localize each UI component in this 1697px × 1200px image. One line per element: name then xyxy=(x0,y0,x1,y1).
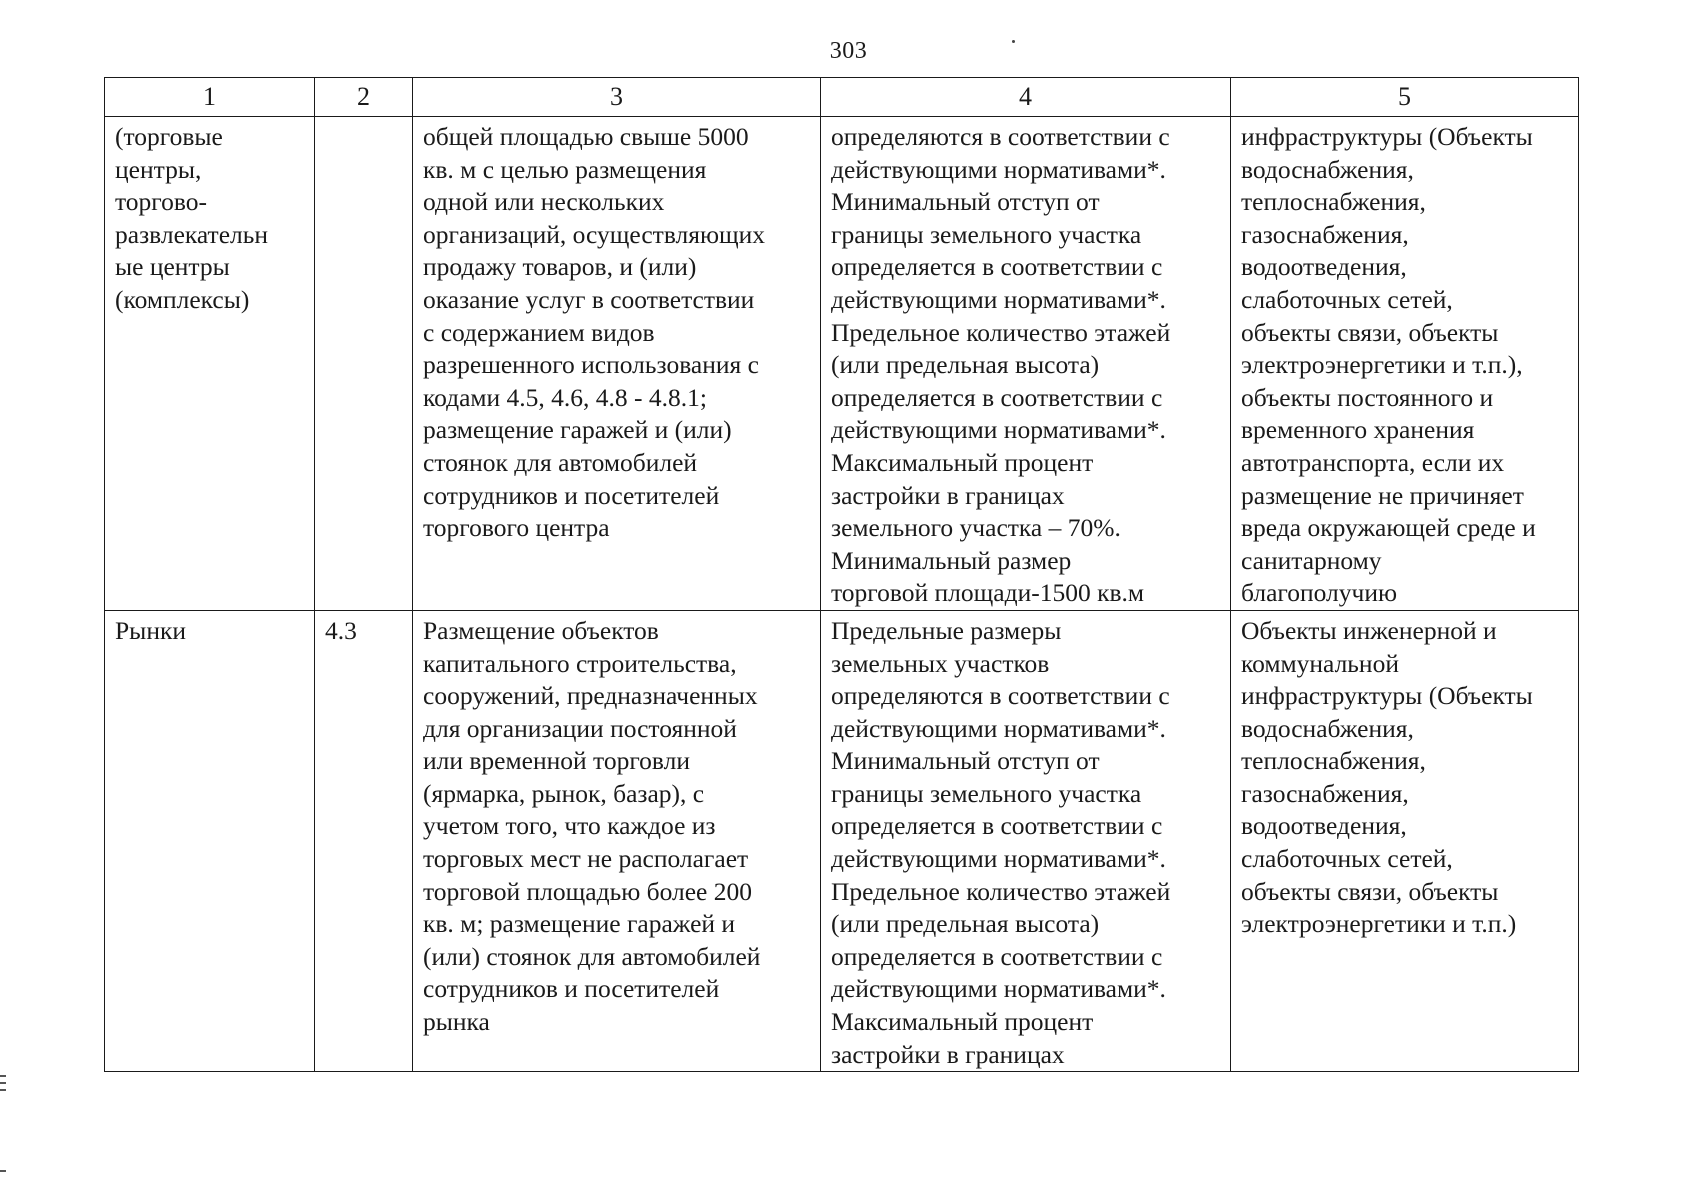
cell-text-line: действующими нормативами*. xyxy=(831,713,1166,743)
cell-text-line: водоснабжения, xyxy=(1241,713,1414,743)
cell-text-line: торговой площадью более 200 xyxy=(423,876,752,906)
cell-text-line: торговых мест не располагает xyxy=(423,844,749,874)
cell-text-line: инфраструктуры (Объекты xyxy=(1241,681,1533,711)
cell-text-line: земельных участков xyxy=(831,648,1050,678)
margin-mark xyxy=(0,1075,6,1077)
cell-text-line: (или) стоянок для автомобилей xyxy=(423,941,761,971)
cell-text-line: рынка xyxy=(423,1007,490,1037)
cell-text-line: земельного участка – 70%. xyxy=(831,513,1121,543)
cell-text-line: электроэнергетики и т.п.), xyxy=(1241,350,1523,380)
cell-text-line: торгового центра xyxy=(423,513,610,543)
column-header-4: 4 xyxy=(821,78,1231,117)
cell-text-line: (или предельная высота) xyxy=(831,350,1100,380)
cell-text-line: кв. м с целью размещения xyxy=(423,154,707,184)
cell-text-line: Максимальный процент xyxy=(831,1007,1094,1037)
cell-text-line: действующими нормативами*. xyxy=(831,284,1166,314)
cell-text-line: Предельное количество этажей xyxy=(831,317,1171,347)
cell-text-line: объекты связи, объекты xyxy=(1241,876,1499,906)
cell-text-line: сооружений, предназначенных xyxy=(423,681,758,711)
cell-text-line: Размещение объектов xyxy=(423,615,659,645)
cell-text-line: объекты постоянного и xyxy=(1241,382,1494,412)
margin-mark xyxy=(0,1170,6,1172)
cell-text-line: с содержанием видов xyxy=(423,317,655,347)
cell-text-line: автотранспорта, если их xyxy=(1241,447,1505,477)
cell-text-line: Минимальный отступ от xyxy=(831,187,1100,217)
cell-text-line: застройки в границах xyxy=(831,1039,1065,1069)
cell-text-line: сотрудников и посетителей xyxy=(423,480,720,510)
cell-text-line: размещение гаражей и (или) xyxy=(423,415,732,445)
column-header-2: 2 xyxy=(315,78,413,117)
cell-text-line: действующими нормативами*. xyxy=(831,154,1166,184)
cell-text-line: инфраструктуры (Объекты xyxy=(1241,122,1533,151)
cell-text-line: Предельное количество этажей xyxy=(831,876,1171,906)
cell-text-line: определяется в соответствии с xyxy=(831,382,1163,412)
cell-text-line: (торговые xyxy=(115,122,223,151)
cell-text-line: кодами 4.5, 4.6, 4.8 - 4.8.1; xyxy=(423,382,708,412)
cell-text-line: Предельные размеры xyxy=(831,615,1062,645)
cell-text-line: для организации постоянной xyxy=(423,713,737,743)
cell-text-line: Минимальный отступ от xyxy=(831,746,1100,776)
cell-text-line: центры, xyxy=(115,154,202,184)
cell-text-line: определяются в соответствии с xyxy=(831,681,1170,711)
cell-text-line: ые центры xyxy=(115,252,230,282)
cell-text-line: Рынки xyxy=(115,615,186,645)
cell-text-line: капитального строительства, xyxy=(423,648,737,678)
cell-text-line: вреда окружающей среде и xyxy=(1241,513,1536,543)
column-header-5: 5 xyxy=(1231,78,1579,117)
cell-text-line: продажу товаров, и (или) xyxy=(423,252,697,282)
cell-text-line: электроэнергетики и т.п.) xyxy=(1241,909,1517,939)
cell-text-line: (или предельная высота) xyxy=(831,909,1100,939)
auxiliary-uses-cell xyxy=(1231,610,1579,1071)
cell-text-line: организаций, осуществляющих xyxy=(423,219,766,249)
cell-text-line: действующими нормативами*. xyxy=(831,844,1166,874)
cell-text-line: определяется в соответствии с xyxy=(831,811,1163,841)
column-header-3: 3 xyxy=(413,78,821,117)
cell-text-line: объекты связи, объекты xyxy=(1241,317,1499,347)
cell-text-line: Объекты инженерной и xyxy=(1241,615,1497,645)
page-number: 303 xyxy=(829,38,868,64)
margin-mark xyxy=(0,1082,6,1084)
cell-text-line: развлекательн xyxy=(115,219,269,249)
cell-text-line: (ярмарка, рынок, базар), с xyxy=(423,778,705,808)
cell-text-line: определяется в соответствии с xyxy=(831,941,1163,971)
scan-speck xyxy=(1012,40,1015,43)
cell-text-line: учетом того, что каждое из xyxy=(423,811,716,841)
cell-text-line: оказание услуг в соответствии xyxy=(423,284,755,314)
cell-text-line: определяется в соответствии с xyxy=(831,252,1163,282)
code-cell xyxy=(315,117,413,611)
cell-text-line: или временной торговли xyxy=(423,746,690,776)
cell-text-line: водоотведения, xyxy=(1241,811,1407,841)
cell-text-line: Минимальный размер xyxy=(831,545,1072,575)
cell-text-line: 4.3 xyxy=(325,615,357,645)
cell-text-line: благополучию xyxy=(1241,578,1398,608)
cell-text-line: кв. м; размещение гаражей и xyxy=(423,909,736,939)
cell-text-line: сотрудников и посетителей xyxy=(423,974,720,1004)
cell-text-line: разрешенного использования с xyxy=(423,350,759,380)
description-cell xyxy=(413,117,821,611)
cell-text-line: границы земельного участка xyxy=(831,778,1142,808)
cell-text-line: газоснабжения, xyxy=(1241,778,1409,808)
auxiliary-uses-cell xyxy=(1231,117,1579,611)
parameters-cell xyxy=(821,610,1231,1071)
cell-text-line: временного хранения xyxy=(1241,415,1475,445)
column-header-1: 1 xyxy=(105,78,315,117)
description-cell xyxy=(413,610,821,1071)
table-row xyxy=(105,610,1579,1071)
cell-text-line: действующими нормативами*. xyxy=(831,974,1166,1004)
cell-text-line: определяются в соответствии с xyxy=(831,122,1170,151)
cell-text-line: торговой площади-1500 кв.м xyxy=(831,578,1145,608)
cell-text-line: водоотведения, xyxy=(1241,252,1407,282)
cell-text-line: слаботочных сетей, xyxy=(1241,284,1453,314)
cell-text-line: (комплексы) xyxy=(115,284,250,314)
cell-text-line: общей площадью свыше 5000 xyxy=(423,122,749,151)
cell-text-line: размещение не причиняет xyxy=(1241,480,1524,510)
cell-text-line: застройки в границах xyxy=(831,480,1065,510)
cell-text-line: теплоснабжения, xyxy=(1241,187,1426,217)
cell-text-line: коммунальной xyxy=(1241,648,1399,678)
use-type-cell xyxy=(105,117,315,611)
parameters-cell xyxy=(821,117,1231,611)
cell-text-line: одной или нескольких xyxy=(423,187,665,217)
cell-text-line: стоянок для автомобилей xyxy=(423,447,698,477)
cell-text-line: торгово- xyxy=(115,187,207,217)
cell-text-line: действующими нормативами*. xyxy=(831,415,1166,445)
cell-text-line: Максимальный процент xyxy=(831,447,1094,477)
cell-text-line: слаботочных сетей, xyxy=(1241,844,1453,874)
zoning-table xyxy=(104,77,1579,1072)
cell-text-line: газоснабжения, xyxy=(1241,219,1409,249)
code-cell xyxy=(315,610,413,1071)
use-type-cell xyxy=(105,610,315,1071)
cell-text-line: границы земельного участка xyxy=(831,219,1142,249)
cell-text-line: санитарному xyxy=(1241,545,1382,575)
margin-mark xyxy=(0,1089,6,1091)
table-row xyxy=(105,117,1579,611)
header-row xyxy=(105,78,1579,117)
cell-text-line: теплоснабжения, xyxy=(1241,746,1426,776)
cell-text-line: водоснабжения, xyxy=(1241,154,1414,184)
